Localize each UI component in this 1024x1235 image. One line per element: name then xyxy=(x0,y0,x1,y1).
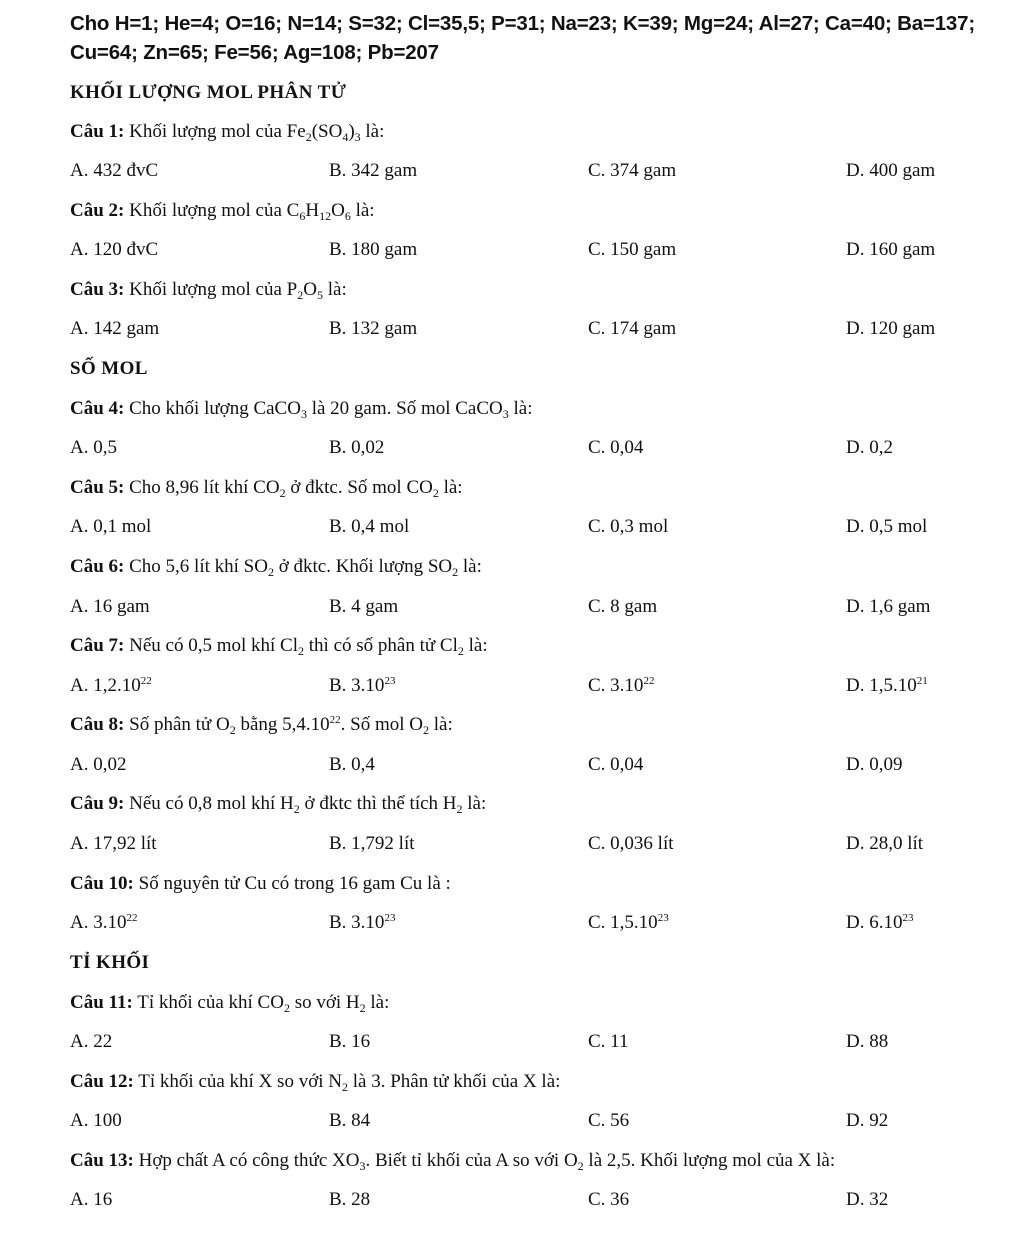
question-9: Câu 9: Nếu có 0,8 mol khí $H_2$ ở đktc thì thể tích $H_2$ là: xyxy=(70,793,487,816)
question-label: Câu 7: xyxy=(70,635,125,656)
question-2: Câu 2: Khối lượng mol của $C_6H_{12}O_6$ là: xyxy=(70,200,375,223)
answer-options xyxy=(0,160,1024,186)
question-3: Câu 3: Khối lượng mol của $P_2O_5$ là: xyxy=(70,279,347,302)
option-b: B. 1,792 lít xyxy=(329,833,415,854)
option-d: D. 28,0 lít xyxy=(846,833,924,854)
section-heading-molar-mass: KHỐI LƯỢNG MOL PHÂN TỬ xyxy=(70,82,347,103)
question-label: Câu 1: xyxy=(70,121,125,142)
atomic-mass-line-1: Cho H=1; He=4; O=16; N=14; S=32; Cl=35,5; P=31; Na=23; K=39; Mg=24; Al=27; Ca=40; Ba=137; xyxy=(70,12,975,35)
option-d: D. 400 gam xyxy=(846,160,936,181)
section-heading-relative-density: TỈ KHỐI xyxy=(70,952,150,973)
question-label: Câu 11: xyxy=(70,992,133,1013)
option-b: B. 0,4 xyxy=(329,754,375,775)
option-b: B. 16 xyxy=(329,1031,371,1052)
answer-options xyxy=(0,754,1024,780)
option-a: A. 0,1 mol xyxy=(70,516,152,537)
option-c: C. 0,04 xyxy=(588,754,644,775)
question-4: Câu 4: Cho khối lượng CaCO$_3$ là 20 gam. Số mol CaCO$_3$ là: xyxy=(70,398,533,421)
option-c: C. 150 gam xyxy=(588,239,677,260)
question-label: Câu 2: xyxy=(70,200,125,221)
option-d: D. 0,2 xyxy=(846,437,893,458)
option-d: D. 0,5 mol xyxy=(846,516,928,537)
atomic-mass-line-2: Cu=64; Zn=65; Fe=56; Ag=108; Pb=207 xyxy=(70,41,439,64)
option-b: B. 0,02 xyxy=(329,437,385,458)
option-d: D. 6.10$^{23}$ xyxy=(846,912,914,933)
option-b: B. 84 xyxy=(329,1110,371,1131)
option-a: A. 22 xyxy=(70,1031,113,1052)
option-d: D. 160 gam xyxy=(846,239,936,260)
answer-options xyxy=(0,516,1024,542)
option-d: D. 1,5.10$^{21}$ xyxy=(846,675,928,696)
answer-options xyxy=(0,239,1024,265)
option-a: A. 0,02 xyxy=(70,754,127,775)
option-a: A. 0,5 xyxy=(70,437,117,458)
question-11: Câu 11: Tỉ khối của khí $CO_2$ so với $H_2$ là: xyxy=(70,992,390,1015)
option-b: B. 132 gam xyxy=(329,318,418,339)
option-a: A. 16 gam xyxy=(70,596,150,617)
answer-options xyxy=(0,1189,1024,1215)
question-label: Câu 4: xyxy=(70,398,125,419)
option-b: B. 28 xyxy=(329,1189,371,1210)
option-a: A. 142 gam xyxy=(70,318,160,339)
option-a: A. 3.10$^{22}$ xyxy=(70,912,138,933)
answer-options xyxy=(0,912,1024,938)
option-a: A. 1,2.10$^{22}$ xyxy=(70,675,152,696)
section-heading-moles: SỐ MOL xyxy=(70,358,148,379)
option-a: A. 16 xyxy=(70,1189,113,1210)
question-5: Câu 5: Cho 8,96 lít khí $CO_2$ ở đktc. Số mol $CO_2$ là: xyxy=(70,477,463,500)
option-b: B. 4 gam xyxy=(329,596,399,617)
answer-options xyxy=(0,833,1024,859)
option-a: A. 432 đvC xyxy=(70,160,159,181)
option-d: D. 1,6 gam xyxy=(846,596,931,617)
option-c: C. 0,3 mol xyxy=(588,516,669,537)
option-b: B. 180 gam xyxy=(329,239,418,260)
question-label: Câu 5: xyxy=(70,477,125,498)
question-1: Câu 1: Khối lượng mol của $Fe_2(SO_4)_3$ là: xyxy=(70,121,385,144)
question-label: Câu 10: xyxy=(70,873,134,894)
question-label: Câu 6: xyxy=(70,556,125,577)
question-7: Câu 7: Nếu có 0,5 mol khí $Cl_2$ thì có số phân tử $Cl_2$ là: xyxy=(70,635,488,658)
answer-options xyxy=(0,596,1024,622)
answer-options xyxy=(0,675,1024,701)
question-label: Câu 3: xyxy=(70,279,125,300)
option-c: C. 174 gam xyxy=(588,318,677,339)
option-a: A. 17,92 lít xyxy=(70,833,157,854)
question-12: Câu 12: Tỉ khối của khí X so với $N_2$ là 3. Phân tử khối của X là: xyxy=(70,1071,561,1094)
answer-options xyxy=(0,437,1024,463)
answer-options xyxy=(0,1110,1024,1136)
option-c: C. 56 xyxy=(588,1110,630,1131)
option-a: A. 120 đvC xyxy=(70,239,159,260)
option-d: D. 88 xyxy=(846,1031,889,1052)
question-label: Câu 8: xyxy=(70,714,125,735)
option-d: D. 120 gam xyxy=(846,318,936,339)
option-d: D. 0,09 xyxy=(846,754,903,775)
question-label: Câu 13: xyxy=(70,1150,134,1171)
option-c: C. 0,04 xyxy=(588,437,644,458)
option-c: C. 374 gam xyxy=(588,160,677,181)
option-b: B. 342 gam xyxy=(329,160,418,181)
question-13: Câu 13: Hợp chất A có công thức $XO_3$. Biết tỉ khối của A so với $O_2$ là 2,5. Khối lượng mol của X là: xyxy=(70,1150,836,1173)
answer-options xyxy=(0,1031,1024,1057)
option-c: C. 36 xyxy=(588,1189,630,1210)
option-d: D. 32 xyxy=(846,1189,889,1210)
question-8: Câu 8: Số phân tử $O_2$ bằng 5,4.10$^{22}$. Số mol $O_2$ là: xyxy=(70,714,453,737)
question-10: Câu 10: Số nguyên tử Cu có trong 16 gam Cu là : xyxy=(70,873,451,894)
option-c: C. 11 xyxy=(588,1031,629,1052)
option-b: B. 3.10$^{23}$ xyxy=(329,912,396,933)
atomic-mass-header xyxy=(70,9,1020,67)
option-c: C. 1,5.10$^{23}$ xyxy=(588,912,669,933)
option-c: C. 8 gam xyxy=(588,596,658,617)
option-c: C. 0,036 lít xyxy=(588,833,674,854)
option-a: A. 100 xyxy=(70,1110,122,1131)
option-b: B. 0,4 mol xyxy=(329,516,410,537)
question-label: Câu 12: xyxy=(70,1071,134,1092)
question-6: Câu 6: Cho 5,6 lít khí $SO_2$ ở đktc. Khối lượng $SO_2$ là: xyxy=(70,556,482,579)
answer-options xyxy=(0,318,1024,344)
option-d: D. 92 xyxy=(846,1110,889,1131)
question-label: Câu 9: xyxy=(70,793,125,814)
option-b: B. 3.10$^{23}$ xyxy=(329,675,396,696)
option-c: C. 3.10$^{22}$ xyxy=(588,675,655,696)
